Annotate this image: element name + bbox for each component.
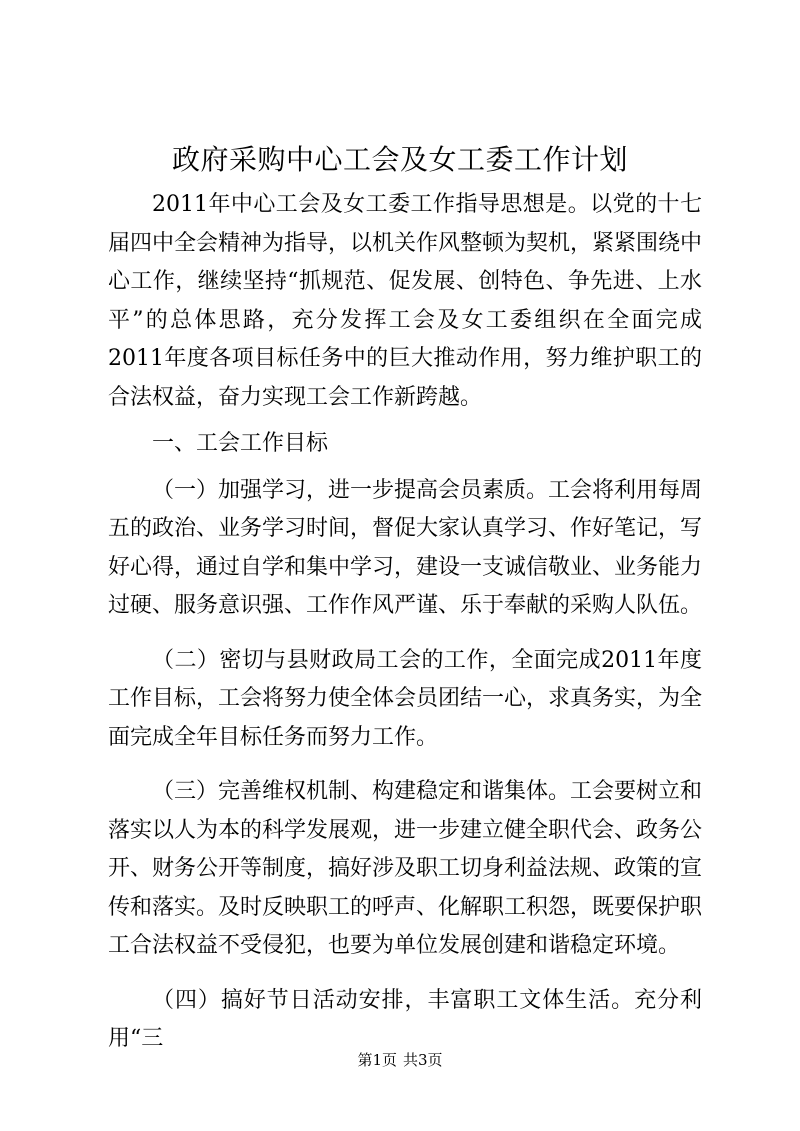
- document-body: [108, 186, 702, 1059]
- paragraph-item-1: （一）加强学习，进一步提高会员素质。工会将利用每周五的政治、业务学习时间，督促大家认真学习、作好笔记，写好心得，通过自学和集中学习，建设一支诚信敬业、业务能力过硬、服务意识强、工作作风严谨、乐于奉献的采购人队伍。: [108, 477, 703, 618]
- document-title: 政府采购中心工会及女工委工作计划: [171, 143, 628, 176]
- section-heading-union-goals: 一、工会工作目标: [152, 431, 329, 456]
- page-total: 共3页: [403, 1051, 443, 1069]
- page-footer: [0, 1050, 800, 1070]
- paragraph-item-2: （二）密切与县财政局工会的工作，全面完成2011年度工作目标，工会将努力使全体会员团结一心，求真务实，为全面完成全年目标任务而努力工作。: [108, 647, 703, 750]
- paragraph-item-3: （三）完善维权机制、构建稳定和谐集体。工会要树立和落实以人为本的科学发展观，进一步建立健全职代会、政务公开、财务公开等制度，搞好涉及职工切身利益法规、政策的宣传和落实。及时反映职工的呼声、化解职工积怨，既要保护职工合法权益不受侵犯，也要为单位发展创建和谐稳定环境。: [108, 779, 703, 958]
- paragraph-guiding-ideology: 2011年中心工会及女工委工作指导思想是。以党的十七届四中全会精神为指导，以机关作风整顿为契机，紧紧围绕中心工作，继续坚持“抓规范、促发展、创特色、争先进、上水平”的总体思路，充分发挥工会及女工委组织在全面完成2011年度各项目标任务中的巨大推动作用，努力维护职工的合法权益，奋力实现工会工作新跨越。: [108, 192, 703, 410]
- paragraph-item-4: （四）搞好节日活动安排，丰富职工文体生活。充分利用“三: [108, 987, 702, 1051]
- page-number: 第1页: [357, 1051, 397, 1069]
